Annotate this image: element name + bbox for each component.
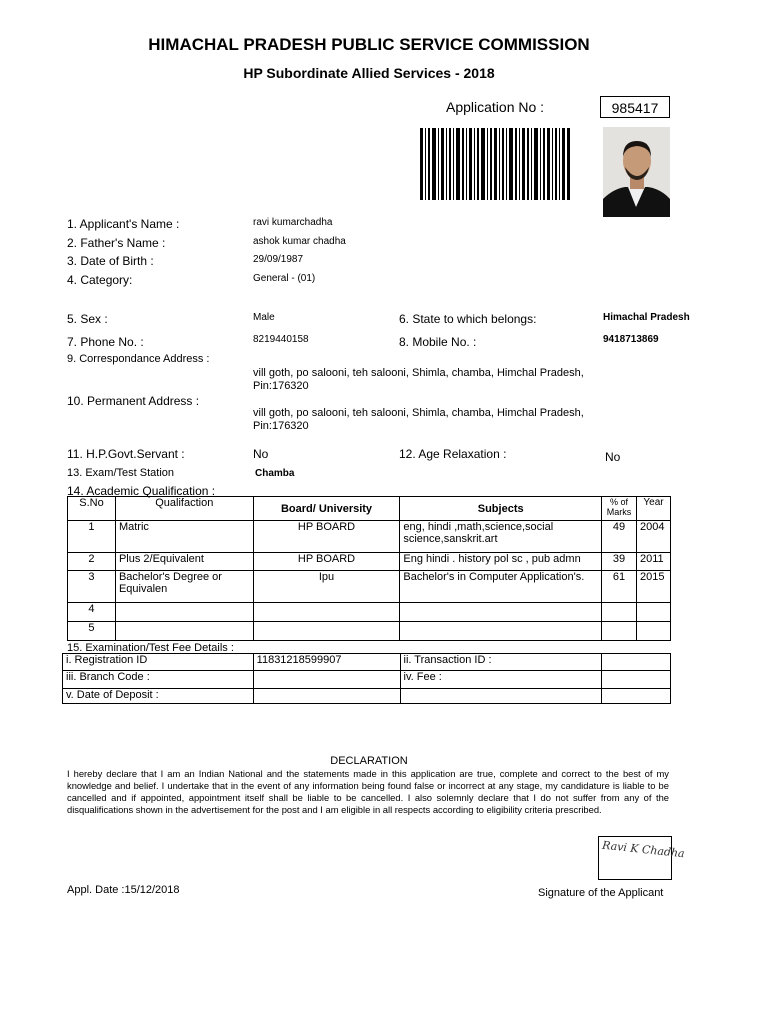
mobile-value: 9418713869 xyxy=(603,334,659,345)
cell-year xyxy=(636,603,670,622)
cell-qualification: Matric xyxy=(115,521,253,553)
signature-label: Signature of the Applicant xyxy=(538,887,664,899)
table-row xyxy=(68,553,671,571)
perm-address-label: 10. Permanent Address : xyxy=(67,394,200,408)
age-relaxation-label: 12. Age Relaxation : xyxy=(399,447,507,461)
govt-servant-label: 11. H.P.Govt.Servant : xyxy=(67,447,185,461)
phone-value: 8219440158 xyxy=(253,334,309,345)
sex-value: Male xyxy=(253,312,275,323)
state-label: 6. State to which belongs: xyxy=(399,312,537,326)
academic-body xyxy=(68,521,671,641)
barcode-image xyxy=(420,128,570,200)
header-year: Year xyxy=(636,497,670,521)
father-name-value: ashok kumar chadha xyxy=(253,236,346,247)
cell-year xyxy=(636,622,670,641)
signature-box xyxy=(598,836,686,880)
fee-table xyxy=(62,653,671,704)
cell-board: Ipu xyxy=(253,571,400,603)
academic-header-row xyxy=(68,497,671,521)
cell-subjects xyxy=(400,622,602,641)
table-row xyxy=(68,571,671,603)
academic-label: 14. Academic Qualification : xyxy=(67,484,216,498)
cell-board: HP BOARD xyxy=(253,553,400,571)
cell-marks xyxy=(602,603,637,622)
perm-address-value: vill goth, po salooni, teh salooni, Shimla, chamba, Himchal Pradesh, Pin:176320 xyxy=(253,407,584,432)
cell-year: 2011 xyxy=(636,553,670,571)
cell-sno: 5 xyxy=(68,622,116,641)
phone-label: 7. Phone No. : xyxy=(67,335,144,349)
category-label: 4. Category: xyxy=(67,273,133,287)
header-sno: S.No xyxy=(68,497,116,521)
table-row xyxy=(68,622,671,641)
branch-code-value xyxy=(253,671,400,689)
cell-subjects: Bachelor's in Computer Application's. xyxy=(400,571,602,603)
category-value: General - (01) xyxy=(253,273,316,284)
header-qualification: Qualifaction xyxy=(115,497,253,521)
applicant-name-value: ravi kumarchadha xyxy=(253,217,333,228)
academic-table xyxy=(67,496,671,641)
transaction-id-label: ii. Transaction ID : xyxy=(400,654,602,671)
cell-board: HP BOARD xyxy=(253,521,400,553)
corr-address-value: vill goth, po salooni, teh salooni, Shimla, chamba, Himchal Pradesh, Pin:176320 xyxy=(253,367,584,392)
state-value: Himachal Pradesh xyxy=(603,312,690,323)
cell-sno: 4 xyxy=(68,603,116,622)
page-subtitle: HP Subordinate Allied Services - 2018 xyxy=(243,65,495,81)
application-no-value: 985417 xyxy=(600,96,670,118)
applicant-photo xyxy=(603,127,670,217)
fee-label: 15. Examination/Test Fee Details : xyxy=(67,642,234,654)
sex-label: 5. Sex : xyxy=(67,312,108,326)
mobile-label: 8. Mobile No. : xyxy=(399,335,477,349)
exam-station-value: Chamba xyxy=(255,468,295,479)
govt-servant-value: No xyxy=(253,447,269,461)
fee-amount-value xyxy=(602,671,671,689)
cell-qualification: Plus 2/Equivalent xyxy=(115,553,253,571)
cell-subjects: eng, hindi ,math,science,social science,sanskrit.art xyxy=(400,521,602,553)
application-no-label: Application No : xyxy=(446,99,545,115)
cell-sno: 2 xyxy=(68,553,116,571)
application-date: Appl. Date :15/12/2018 xyxy=(67,884,180,896)
cell-marks: 61 xyxy=(602,571,637,603)
registration-id-label: i. Registration ID xyxy=(63,654,254,671)
dob-value: 29/09/1987 xyxy=(253,254,304,265)
header-subjects: Subjects xyxy=(400,497,602,521)
cell-qualification xyxy=(115,622,253,641)
cell-subjects: Eng hindi . history pol sc , pub admn xyxy=(400,553,602,571)
fee-amount-label: iv. Fee : xyxy=(400,671,602,689)
exam-station-label: 13. Exam/Test Station xyxy=(67,467,174,479)
table-row xyxy=(68,521,671,553)
deposit-date-label: v. Date of Deposit : xyxy=(63,689,254,704)
declaration-text: I hereby declare that I am an Indian National and the statements made in this application are true, complete and correct to the best of my knowledge and belief. I undertake that in the event of any information being found false or incorrect at any stage, my candidature is liable to be cancelled and if appointed, appointment itself shall be liable to be cancelled. I also solemnly declare that I do not suffer from any of the disqualifications shown in the advertisement for the post and I am eligible in all respects according to eligibility criteria prescribed. xyxy=(67,768,669,815)
cell-marks xyxy=(602,622,637,641)
registration-id-value: 11831218599907 xyxy=(253,654,400,671)
branch-code-label: iii. Branch Code : xyxy=(63,671,254,689)
deposit-date-value xyxy=(253,689,400,704)
transaction-id-value xyxy=(602,654,671,671)
cell-board xyxy=(253,603,400,622)
age-relaxation-value: No xyxy=(605,450,621,464)
cell-year: 2004 xyxy=(636,521,670,553)
table-row xyxy=(68,603,671,622)
header-marks: % of Marks xyxy=(602,497,637,521)
signature-image: Ravi K Chadha xyxy=(601,838,686,861)
cell-qualification: Bachelor's Degree or Equivalen xyxy=(115,571,253,603)
cell-qualification xyxy=(115,603,253,622)
cell-marks: 49 xyxy=(602,521,637,553)
cell-year: 2015 xyxy=(636,571,670,603)
applicant-name-label: 1. Applicant's Name : xyxy=(67,217,180,231)
father-name-label: 2. Father's Name : xyxy=(67,236,166,250)
corr-address-label: 9. Correspondance Address : xyxy=(67,353,210,365)
cell-sno: 3 xyxy=(68,571,116,603)
header-board: Board/ University xyxy=(253,497,400,521)
cell-marks: 39 xyxy=(602,553,637,571)
dob-label: 3. Date of Birth : xyxy=(67,254,154,268)
cell-board xyxy=(253,622,400,641)
page-title: HIMACHAL PRADESH PUBLIC SERVICE COMMISSION xyxy=(148,35,590,54)
cell-subjects xyxy=(400,603,602,622)
cell-sno: 1 xyxy=(68,521,116,553)
declaration-heading: DECLARATION xyxy=(330,755,408,767)
